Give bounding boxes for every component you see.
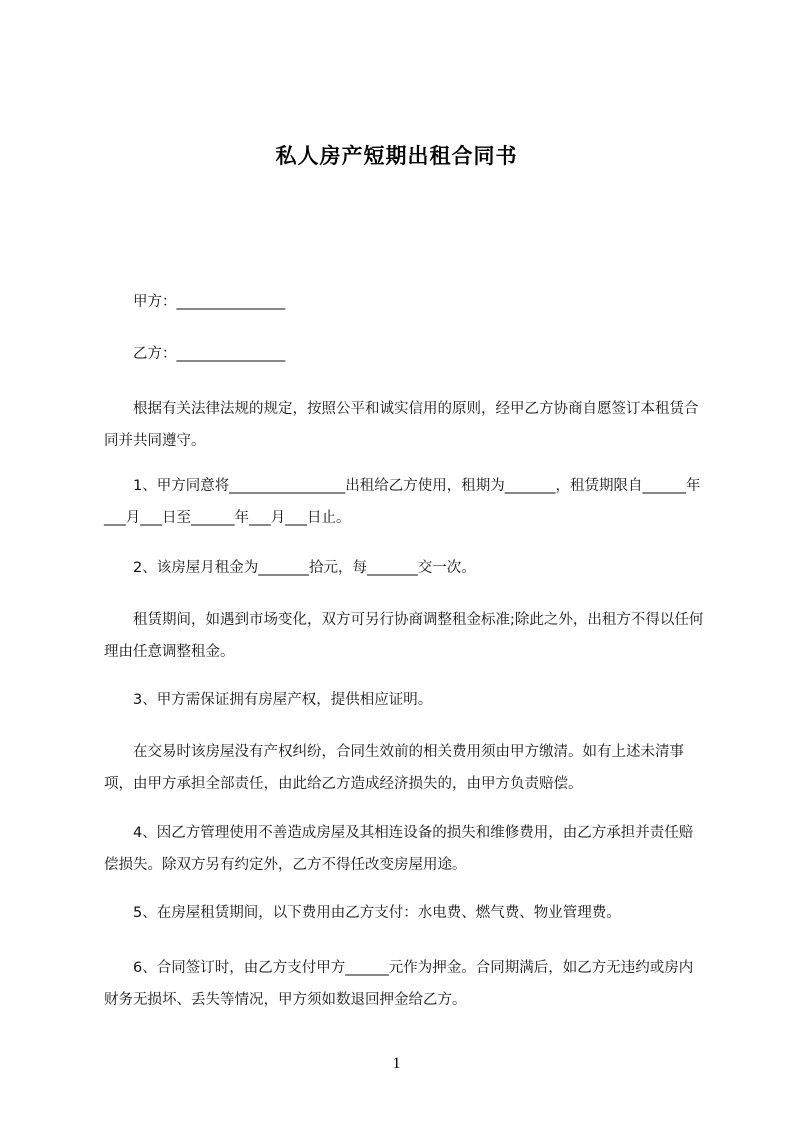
clause-6-paragraph: 6、合同签订时，由乙方支付甲方______元作为押金。合同期满后，如乙方无违约或房内财务无损坏、丢失等情况，甲方须如数退回押金给乙方。 xyxy=(104,960,694,1008)
clause-5-paragraph: 5、在房屋租赁期间，以下费用由乙方支付：水电费、燃气费、物业管理费。 xyxy=(104,905,621,921)
clause-1-paragraph: 1、甲方同意将________________出租给乙方使用，租期为_______，租赁期限自______年___月___日至______年___月___日止。 xyxy=(104,478,701,526)
clause-2-paragraph: 2、该房屋月租金为_______拾元，每_______交一次。 xyxy=(104,560,476,576)
document-title: 私人房产短期出租合同书 xyxy=(275,144,518,168)
clause-4-paragraph: 4、因乙方管理使用不善造成房屋及其相连设备的损失和维修费用，由乙方承担并责任赔偿损失。除双方另有约定外，乙方不得任改变房屋用途。 xyxy=(104,825,694,873)
party-b-line: 乙方：_______________ xyxy=(104,346,286,362)
page-number: 1 xyxy=(392,1055,401,1072)
rent-adjustment-paragraph: 租赁期间，如遇到市场变化，双方可另行协商调整租金标准;除此之外，出租方不得以任何理由任意调整租金。 xyxy=(104,612,704,660)
clause-3-paragraph: 3、甲方需保证拥有房屋产权，提供相应证明。 xyxy=(104,692,433,708)
property-dispute-paragraph: 在交易时该房屋没有产权纠纷，合同生效前的相关费用须由甲方缴清。如有上述未清事项，由甲方承担全部责任，由此给乙方造成经济损失的，由甲方负责赔偿。 xyxy=(104,744,684,792)
preamble-paragraph: 根据有关法律法规的规定，按照公平和诚实信用的原则，经甲乙方协商自愿签订本租赁合同并共同遵守。 xyxy=(104,401,699,449)
party-a-line: 甲方：_______________ xyxy=(104,294,286,310)
